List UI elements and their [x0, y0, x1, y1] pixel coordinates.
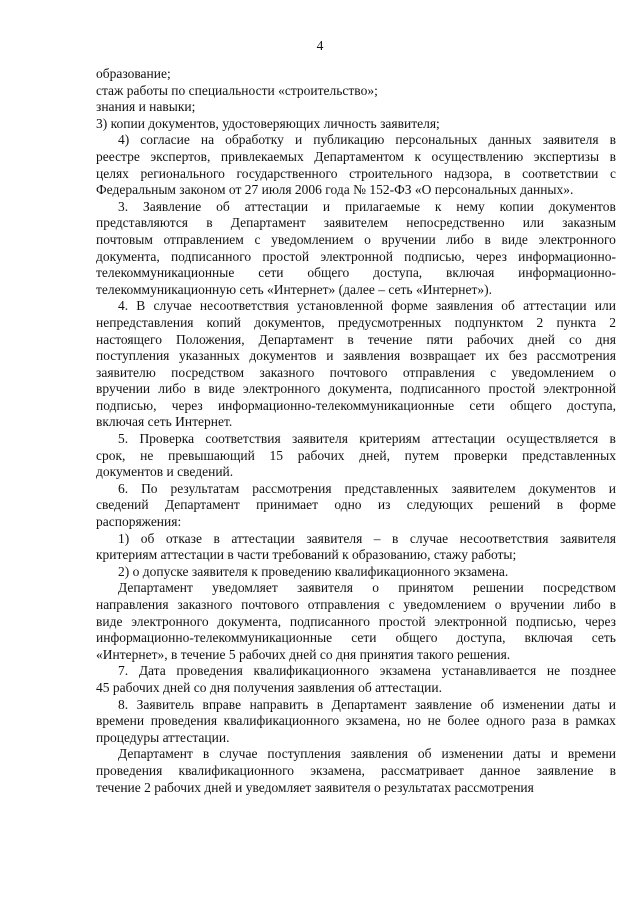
text-line: 2) о допуске заявителя к проведению квалификационного экзамена. — [118, 563, 509, 579]
text-line: виде электронного документа, подписанного простой электронной подписью, через — [96, 613, 616, 629]
text-line: реестре экспертов, привлекаемых Департаментом к осуществлению экспертизы в — [96, 148, 616, 164]
text-line: 45 рабочих дней со дня получения заявления об аттестации. — [96, 679, 442, 695]
paragraph — [96, 116, 616, 133]
text-line: 5. Проверка соответствия заявителя критериям аттестации осуществляется в — [118, 431, 616, 447]
text-line: документов и сведений. — [96, 464, 234, 480]
text-line: 6. По результатам рассмотрения представленных заявителем документов и — [118, 480, 616, 496]
text-line: непредставления копий документов, предусмотренных подпунктом 2 пункта 2 — [96, 314, 616, 330]
paragraph — [96, 580, 616, 663]
text-line: образование; — [96, 66, 171, 81]
text-line: телекоммуникационные сети общего доступа, включая информационно- — [96, 265, 616, 281]
paragraph — [96, 746, 616, 796]
text-line: сведений Департамент принимает одно из следующих решений в форме — [96, 497, 616, 513]
paragraph — [96, 564, 616, 581]
text-line: проведения квалификационного экзамена, рассматривает данное заявление в — [96, 762, 616, 778]
text-line: почтовым отправлением с уведомлением о вручении либо в виде электронного — [96, 231, 616, 247]
page-number: 4 — [316, 38, 324, 53]
text-line: настоящего Положения, Департамент в течение пяти рабочих дней со дня — [96, 331, 616, 347]
text-line: 7. Дата проведения квалификационного экзамена устанавливается не позднее — [118, 663, 616, 679]
text-line: телекоммуникационную сеть «Интернет» (далее – сеть «Интернет»). — [96, 281, 493, 297]
text-line: Департамент в случае поступления заявления об изменении даты и времени — [118, 746, 616, 762]
text-line: процедуры аттестации. — [96, 729, 230, 745]
text-line: вручении либо в виде электронного документа, подписанного простой электронной — [96, 381, 616, 397]
text-line: времени проведения квалификационного экзамена, но не более одного раза в рамках — [96, 713, 616, 729]
text-line: распоряжения: — [96, 514, 182, 530]
text-line: представляются в Департамент заявителем непосредственно или заказным — [96, 215, 616, 231]
text-line: документа, подписанного простой электронной подписью, через информационно- — [96, 248, 616, 264]
text-line: знания и навыки; — [96, 99, 196, 115]
text-line: информационно-телекоммуникационные сети общего доступа, включая сеть — [96, 630, 616, 646]
text-line: 3. Заявление об аттестации и прилагаемые к нему копии документов — [118, 198, 616, 214]
text-line: 4. В случае несоответствия установленной форме заявления об аттестации или — [118, 298, 616, 314]
text-line: целях регионального государственного строительного надзора, в соответствии с — [96, 165, 616, 181]
paragraph — [96, 663, 616, 696]
text-line: стаж работы по специальности «строительство»; — [96, 82, 378, 98]
paragraph — [96, 199, 616, 299]
text-line: Департамент уведомляет заявителя о принятом решении посредством — [118, 580, 616, 596]
paragraph — [96, 531, 616, 564]
text-line: направления заказного почтового отправления с уведомлением о вручении либо в — [96, 597, 616, 612]
text-line: 8. Заявитель вправе направить в Департамент заявление об изменении даты и — [118, 696, 616, 712]
text-line: срок, не превышающий 15 рабочих дней, путем проверки представленных — [96, 447, 616, 463]
text-line: заявителю посредством заказного почтового отправления с уведомлением о — [96, 364, 616, 380]
text-line: поступления указанных документов и заявления возвращает их без рассмотрения — [96, 348, 616, 364]
text-line: критериям аттестации в части требований к образованию, стажу работы; — [96, 547, 517, 563]
paragraph — [96, 99, 616, 116]
text-line: 1) об отказе в аттестации заявителя – в случае несоответствия заявителя — [118, 530, 616, 546]
paragraph — [96, 431, 616, 481]
text-line: включая сеть Интернет. — [96, 414, 233, 430]
paragraph — [96, 298, 616, 431]
text-line: 4) согласие на обработку и публикацию персональных данных заявителя в — [118, 132, 616, 148]
text-line: течение 2 рабочих дней и уведомляет заявителя о результатах рассмотрения — [96, 779, 534, 795]
text-line: «Интернет», в течение 5 рабочих дней со дня принятия такого решения. — [96, 646, 511, 662]
paragraph — [96, 132, 616, 198]
document-body — [96, 66, 616, 796]
paragraph — [96, 66, 616, 83]
paragraph — [96, 697, 616, 747]
paragraph — [96, 83, 616, 100]
text-line: 3) копии документов, удостоверяющих личность заявителя; — [96, 115, 440, 131]
text-line: подписью, через информационно-телекоммуникационные сети общего доступа, — [96, 397, 616, 413]
text-line: Федеральным законом от 27 июля 2006 года № 152-ФЗ «О персональных данных». — [96, 182, 574, 198]
paragraph — [96, 481, 616, 531]
